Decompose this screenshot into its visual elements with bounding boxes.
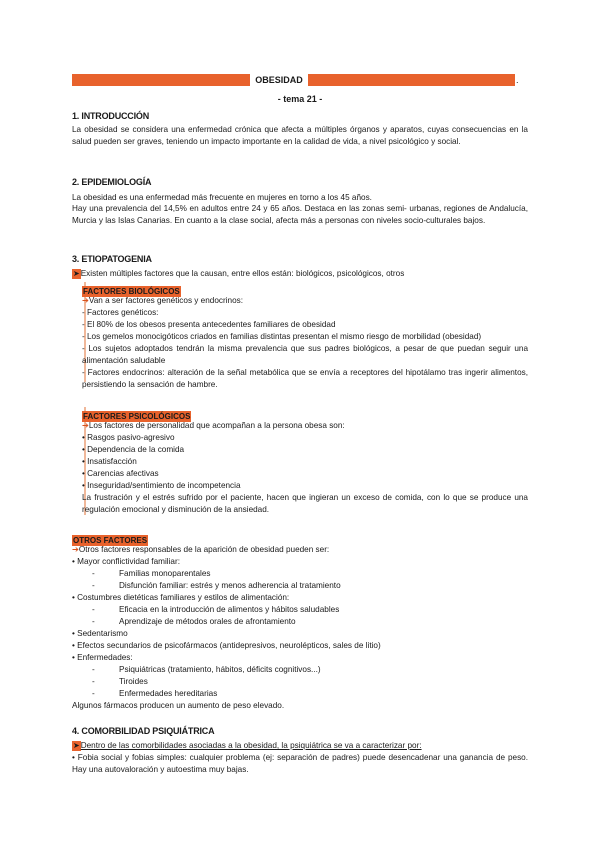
arrow-bullet-icon: ➤ <box>73 269 80 278</box>
psico-item: • Dependencia de la comida <box>82 445 185 454</box>
otros-lead-text: Otros factores responsables de la aparición de obesidad pueden ser: <box>78 545 330 554</box>
section-heading-etiopatogenia: 3. ETIOPATOGENIA <box>72 254 152 264</box>
otros-subitem <box>72 568 548 580</box>
otros-subitem <box>72 676 548 688</box>
section-heading-introduccion: 1. INTRODUCCIÓN <box>72 111 150 121</box>
comorbilidad-intro-text: Dentro de las comorbilidades asociadas a la obesidad, la psiquiátrica se va a caracterizar por: <box>80 741 422 750</box>
bio-line: - Factores endocrinos: alteración de la señal metabólica que se envía a receptores del hipotálamo tras ingerir alimentos, persistiendo la sensación de hambre. <box>82 368 528 389</box>
etiopatogenia-intro-text: Existen múltiples factores que la causan, entre ellos están: biológicos, psicológicos, otros <box>80 269 405 278</box>
dash-glyph: - <box>92 605 95 614</box>
otros-subitem <box>72 664 548 676</box>
tag-factores-biologicos: FACTORES BIOLÓGICOS <box>83 287 180 296</box>
otros-subitem <box>72 616 548 628</box>
psico-closing: La frustración y el estrés sufrido por el paciente, hacen que ingieran un exceso de comida, con lo que se produce una regulación emocional y disminución de la ansiedad. <box>82 493 528 514</box>
etiopatogenia-intro <box>72 268 528 280</box>
tag-factores-psicologicos: FACTORES PSICOLÓGICOS <box>83 412 191 421</box>
bio-lead-text: Van a ser factores genéticos y endocrinos: <box>88 296 244 305</box>
dash-glyph: - <box>92 617 95 626</box>
section-heading-epidemiologia: 2. EPIDEMIOLOGÍA <box>72 177 152 187</box>
otros-closing: Algunos fármacos producen un aumento de peso elevado. <box>72 701 285 710</box>
psico-lead-text: Los factores de personalidad que acompañan a la persona obesa son: <box>88 421 345 430</box>
arrow-icon: ➔ <box>82 296 89 305</box>
otros-subitem <box>72 688 548 700</box>
arrow-icon: ➔ <box>72 545 79 554</box>
dash-glyph: - <box>92 677 95 686</box>
otros-item: • Mayor conflictividad familiar: <box>72 557 180 566</box>
comorbilidad-intro <box>72 740 528 752</box>
arrow-bullet-icon: ➤ <box>73 741 80 750</box>
otros-subitem <box>72 604 548 616</box>
otros-subitem-text: Tiroides <box>119 677 148 686</box>
dash-glyph: - <box>92 569 95 578</box>
bio-line: - El 80% de los obesos presenta antecedentes familiares de obesidad <box>82 320 336 329</box>
arrow-icon: ➔ <box>82 421 89 430</box>
title-banner <box>72 73 528 87</box>
epidemiologia-text: Hay una prevalencia del 14,5% en adultos entre 24 y 65 años. Destaca en las zonas semi- urbanas, regiones de Andalucía, Murcia y las Islas Canarias. En cuanto a la clase social, afecta más a personas con niveles socio-culturales bajos. <box>72 204 528 225</box>
psico-item: • Inseguridad/sentimiento de incompetencia <box>82 481 241 490</box>
title-trail: . <box>516 75 519 85</box>
otros-subitem-text: Familias monoparentales <box>119 569 211 578</box>
otros-subitem-text: Disfunción familiar: estrés y menos adherencia al tratamiento <box>119 581 341 590</box>
otros-subitem <box>72 580 548 592</box>
dash-glyph: - <box>92 665 95 674</box>
title-bar-left <box>72 74 250 86</box>
bio-lead <box>72 295 538 307</box>
psico-lead <box>72 420 538 432</box>
otros-item: • Enfermedades: <box>72 653 133 662</box>
title-bar-right <box>308 74 515 86</box>
bio-line: - Los sujetos adoptados tendrán la misma prevalencia que sus padres biológicos, a pesar de que puedan seguir una alimentación saludable <box>82 344 528 365</box>
section-text-introduccion: La obesidad se considera una enfermedad crónica que afecta a múltiples órganos y aparatos, cuyas consecuencias en la salud pueden ser graves, teniendo un impacto importante en la calidad de vida, a nivel psicológico y social. <box>72 125 528 146</box>
otros-item: • Sedentarismo <box>72 629 128 638</box>
psico-item: • Rasgos pasivo-agresivo <box>82 433 175 442</box>
otros-subitem-text: Aprendizaje de métodos orales de afrontamiento <box>119 617 296 626</box>
dash-glyph: - <box>92 689 95 698</box>
tag-otros-factores: OTROS FACTORES <box>73 536 148 545</box>
comorbilidad-text: • Fobia social y fobias simples: cualquier problema (ej: separación de padres) puede desencadenar una ganancia de peso. Hay una autovaloración y autoestima muy bajas. <box>72 753 528 774</box>
page-subtitle: - tema 21 - <box>277 94 323 104</box>
otros-subitem-text: Eficacia en la introducción de alimentos y hábitos saludables <box>119 605 340 614</box>
epidemiologia-line: La obesidad es una enfermedad más frecuente en mujeres en torno a los 45 años. <box>72 193 372 202</box>
otros-lead <box>72 544 528 556</box>
bio-line: - Los gemelos monocigóticos criados en familias distintas presentan el mismo riesgo de morbilidad (obesidad) <box>82 332 482 341</box>
bio-line: - Factores genéticos: <box>82 308 159 317</box>
dash-glyph: - <box>92 581 95 590</box>
page-title: OBESIDAD <box>255 75 303 85</box>
section-heading-comorbilidad: 4. COMORBILIDAD PSIQUIÁTRICA <box>72 726 215 736</box>
otros-item: • Costumbres dietéticas familiares y estilos de alimentación: <box>72 593 290 602</box>
otros-item: • Efectos secundarios de psicofármacos (antidepresivos, neurolépticos, sales de litio) <box>72 641 381 650</box>
otros-subitem-text: Psiquiátricas (tratamiento, hábitos, déficits cognitivos...) <box>119 665 321 674</box>
otros-subitem-text: Enfermedades hereditarias <box>119 689 218 698</box>
psico-item: • Carencias afectivas <box>82 469 159 478</box>
psico-item: • Insatisfacción <box>82 457 137 466</box>
